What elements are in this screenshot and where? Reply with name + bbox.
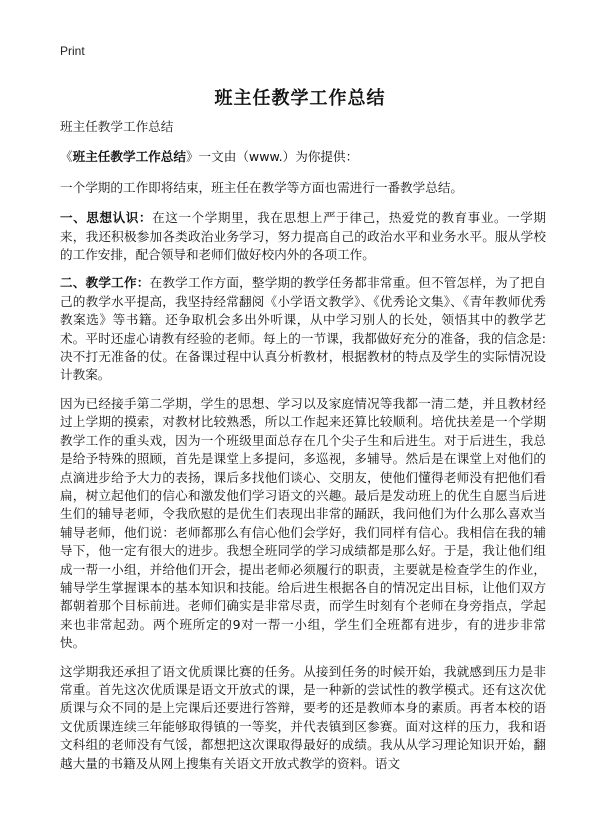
- source-title: 班主任教学工作总结: [72, 149, 186, 165]
- paragraph-competition: 这学期我还承担了语文优质课比赛的任务。从接到任务的时候开始，我就感到压力是非常重。首先这次优质课是语文开放式的课，是一种新的尝试性的教学模式。还有这次优质课与众不同的是上完课后还要进行答辩，要考的还是教师本身的素质。再者本校的语文优质课连续三年能够取得镇的一等奖，并代表镇到区参赛。面对这样的压力，我和语文科组的老师没有气馁，都想把这次课取得最好的成绩。我从从学习理论知识开始，翻越大量的书籍及从网上搜集有关语文开放式教学的资料。语文: [60, 663, 546, 771]
- paragraph-tutoring: 因为已经接手第二学期，学生的思想、学习以及家庭情况等我都一清二楚，并且教材经过上学期的摸索，对教材比较熟悉，所以工作起来还算比较顺利。培优扶差是一个学期教学工作的重头戏，因为一个班级里面总存在几个尖子生和后进生。对于后进生，我总是给予特殊的照顾，首先是课堂上多提问，多巡视，多辅导。然后是在课堂上对他们的点滴进步给予大力的表扬，课后多找他们谈心、交朋友，使他们懂得老师没有把他们看扁，树立起他们的信心和激发他们学习语文的兴趣。最后是发动班上的优生自愿当后进生们的辅导老师，令我欣慰的是优生们表现出非常的踊跃，我问他们为什么那么喜欢当辅导老师，他们说：老师都那么有信心他们会学好，我们同样有信心。我相信在我的辅导下，他一定有很大的进步。我想全班同学的学习成绩都是那么好。于是，我让他们组成一帮一小组，并给他们开会，提出老师必须履行的职责，主要就是检查学生的作业，辅导学生掌握课本的基本知识和技能。给后进生根据各自的情况定出目标，让他们双方都朝着那个目标前进。老师们确实是非常尽责，而学生时刻有个老师在身旁指点，学起来也非常起劲。两个班所定的9对一帮一小组，学生们全班都有进步，有的进步非常快。: [60, 395, 546, 651]
- section-teaching-heading: 二、教学工作：: [60, 275, 150, 291]
- section-ideology-text: 在这一个学期里，我在思想上严于律己，热爱党的教育事业。一学期来，我还积极参加各类政治业务学习，努力提高自己的政治水平和业务水平。服从学校的工作安排，配合领导和老师们做好校内外的各项工作。: [60, 210, 547, 263]
- source-suffix: 》一文由（www.）为你提供：: [185, 149, 359, 165]
- section-ideology-heading: 一、思想认识：: [60, 210, 153, 226]
- print-link[interactable]: Print: [60, 44, 85, 58]
- section-ideology: [60, 209, 546, 264]
- intro-paragraph: 一个学期的工作即将结束，班主任在教学等方面也需进行一番教学总结。: [60, 179, 463, 195]
- section-teaching-text: 在教学工作方面，整学期的教学任务都非常重。但不管怎样，为了把自己的教学水平提高，我坚持经常翻阅《小学语文教学》、《优秀论文集》、《青年教师优秀教案选》等书籍。还争取机会多出外听课，从中学习别人的长处，领悟其中的教学艺术。平时还虚心请教有经验的老师。每上的一节课，我都做好充分的准备，我的信念是:决不打无准备的仗。在备课过程中认真分析教材，根据教材的特点及学生的实际情况设计教案。: [60, 275, 547, 383]
- section-teaching: [60, 274, 546, 384]
- article-body: [60, 118, 546, 783]
- article-subtitle: 班主任教学工作总结: [60, 119, 174, 134]
- page-title: 班主任教学工作总结: [214, 88, 386, 109]
- source-line: [60, 148, 546, 166]
- source-prefix: 《: [60, 149, 73, 165]
